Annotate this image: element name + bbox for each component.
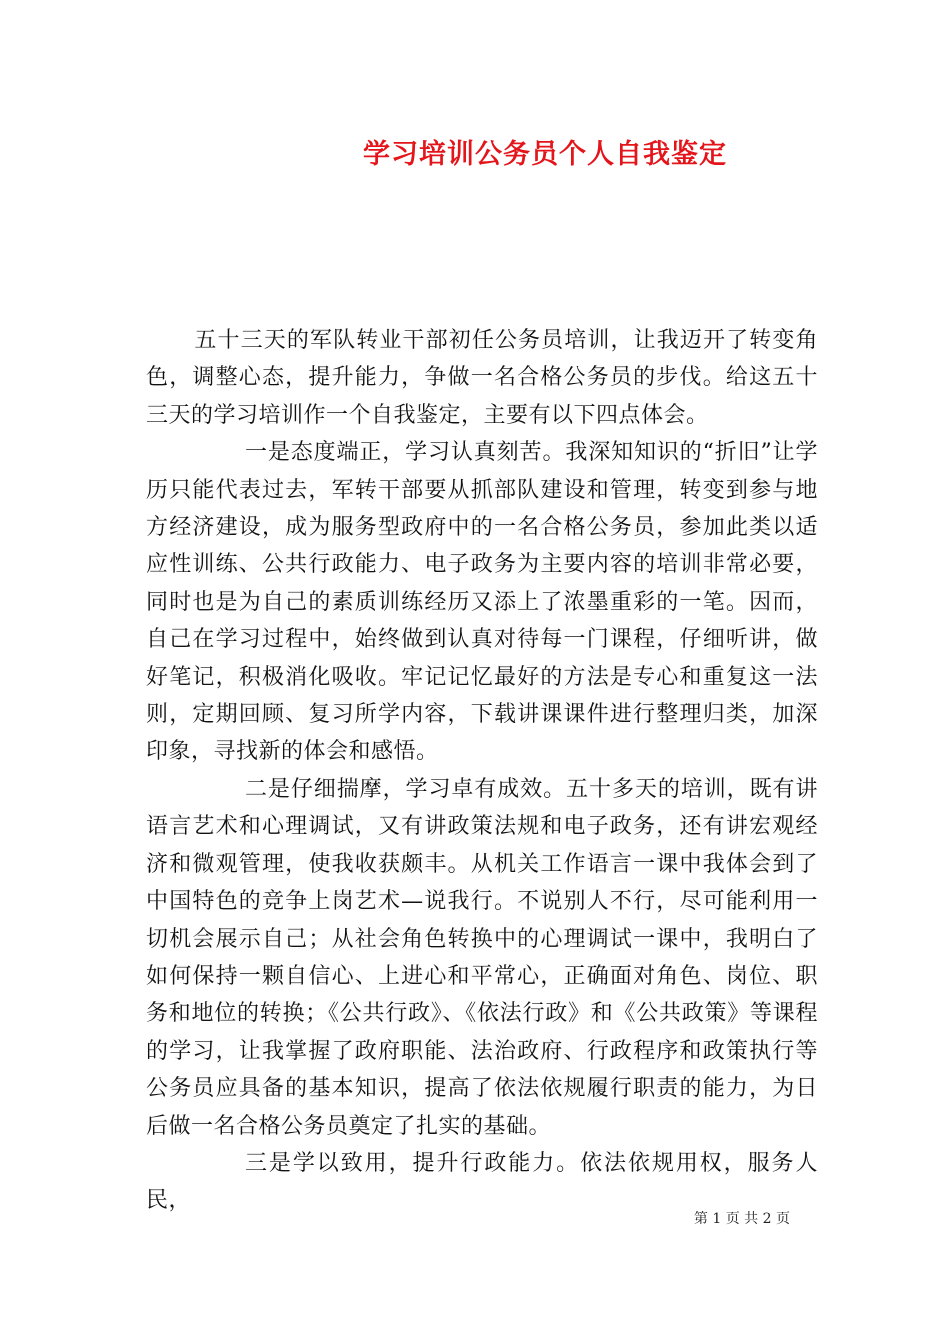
page-number-footer: 第 1 页 共 2 页 — [693, 1211, 790, 1227]
paragraph-point-two: 二是仔细揣摩，学习卓有成效。五十多天的培训，既有讲语言艺术和心理调试，又有讲政策法规和电子政务，还有讲宏观经济和微观管理，使我收获颇丰。从机关工作语言一课中我体会到了中国特色的竞争上岗艺术—说我行。不说别人不行，尽可能利用一切机会展示自己；从社会角色转换中的心理调试一课中，我明白了如何保持一颗自信心、上进心和平常心，正确面对角色、岗位、职务和地位的转换；《公共行政》、《依法行政》和《公共政策》等课程的学习，让我掌握了政府职能、法治政府、行政程序和政策执行等公务员应具备的基本知识，提高了依法依规履行职责的能力，为日后做一名合格公务员奠定了扎实的基础。 — [146, 776, 818, 1139]
document-body — [146, 322, 818, 1220]
paragraph-point-three: 三是学以致用，提升行政能力。依法依规用权，服务人民， — [146, 1150, 818, 1214]
paragraph-intro: 五十三天的军队转业干部初任公务员培训，让我迈开了转变角色，调整心态，提升能力，争做一名合格公务员的步伐。给这五十三天的学习培训作一个自我鉴定，主要有以下四点体会。 — [146, 328, 818, 428]
document-title: 学习培训公务员个人自我鉴定 — [363, 139, 727, 170]
paragraph-point-one: 一是态度端正，学习认真刻苦。我深知知识的“折旧”让学历只能代表过去，军转干部要从抓部队建设和管理，转变到参与地方经济建设，成为服务型政府中的一名合格公务员，参加此类以适应性训练、公共行政能力、电子政务为主要内容的培训非常必要，同时也是为自己的素质训练经历又添上了浓墨重彩的一笔。因而，自己在学习过程中，始终做到认真对待每一门课程，仔细听讲，做好笔记，积极消化吸收。牢记记忆最好的方法是专心和重复这一法则，定期回顾、复习所学内容，下载讲课课件进行整理归类，加深印象，寻找新的体会和感悟。 — [146, 440, 818, 765]
